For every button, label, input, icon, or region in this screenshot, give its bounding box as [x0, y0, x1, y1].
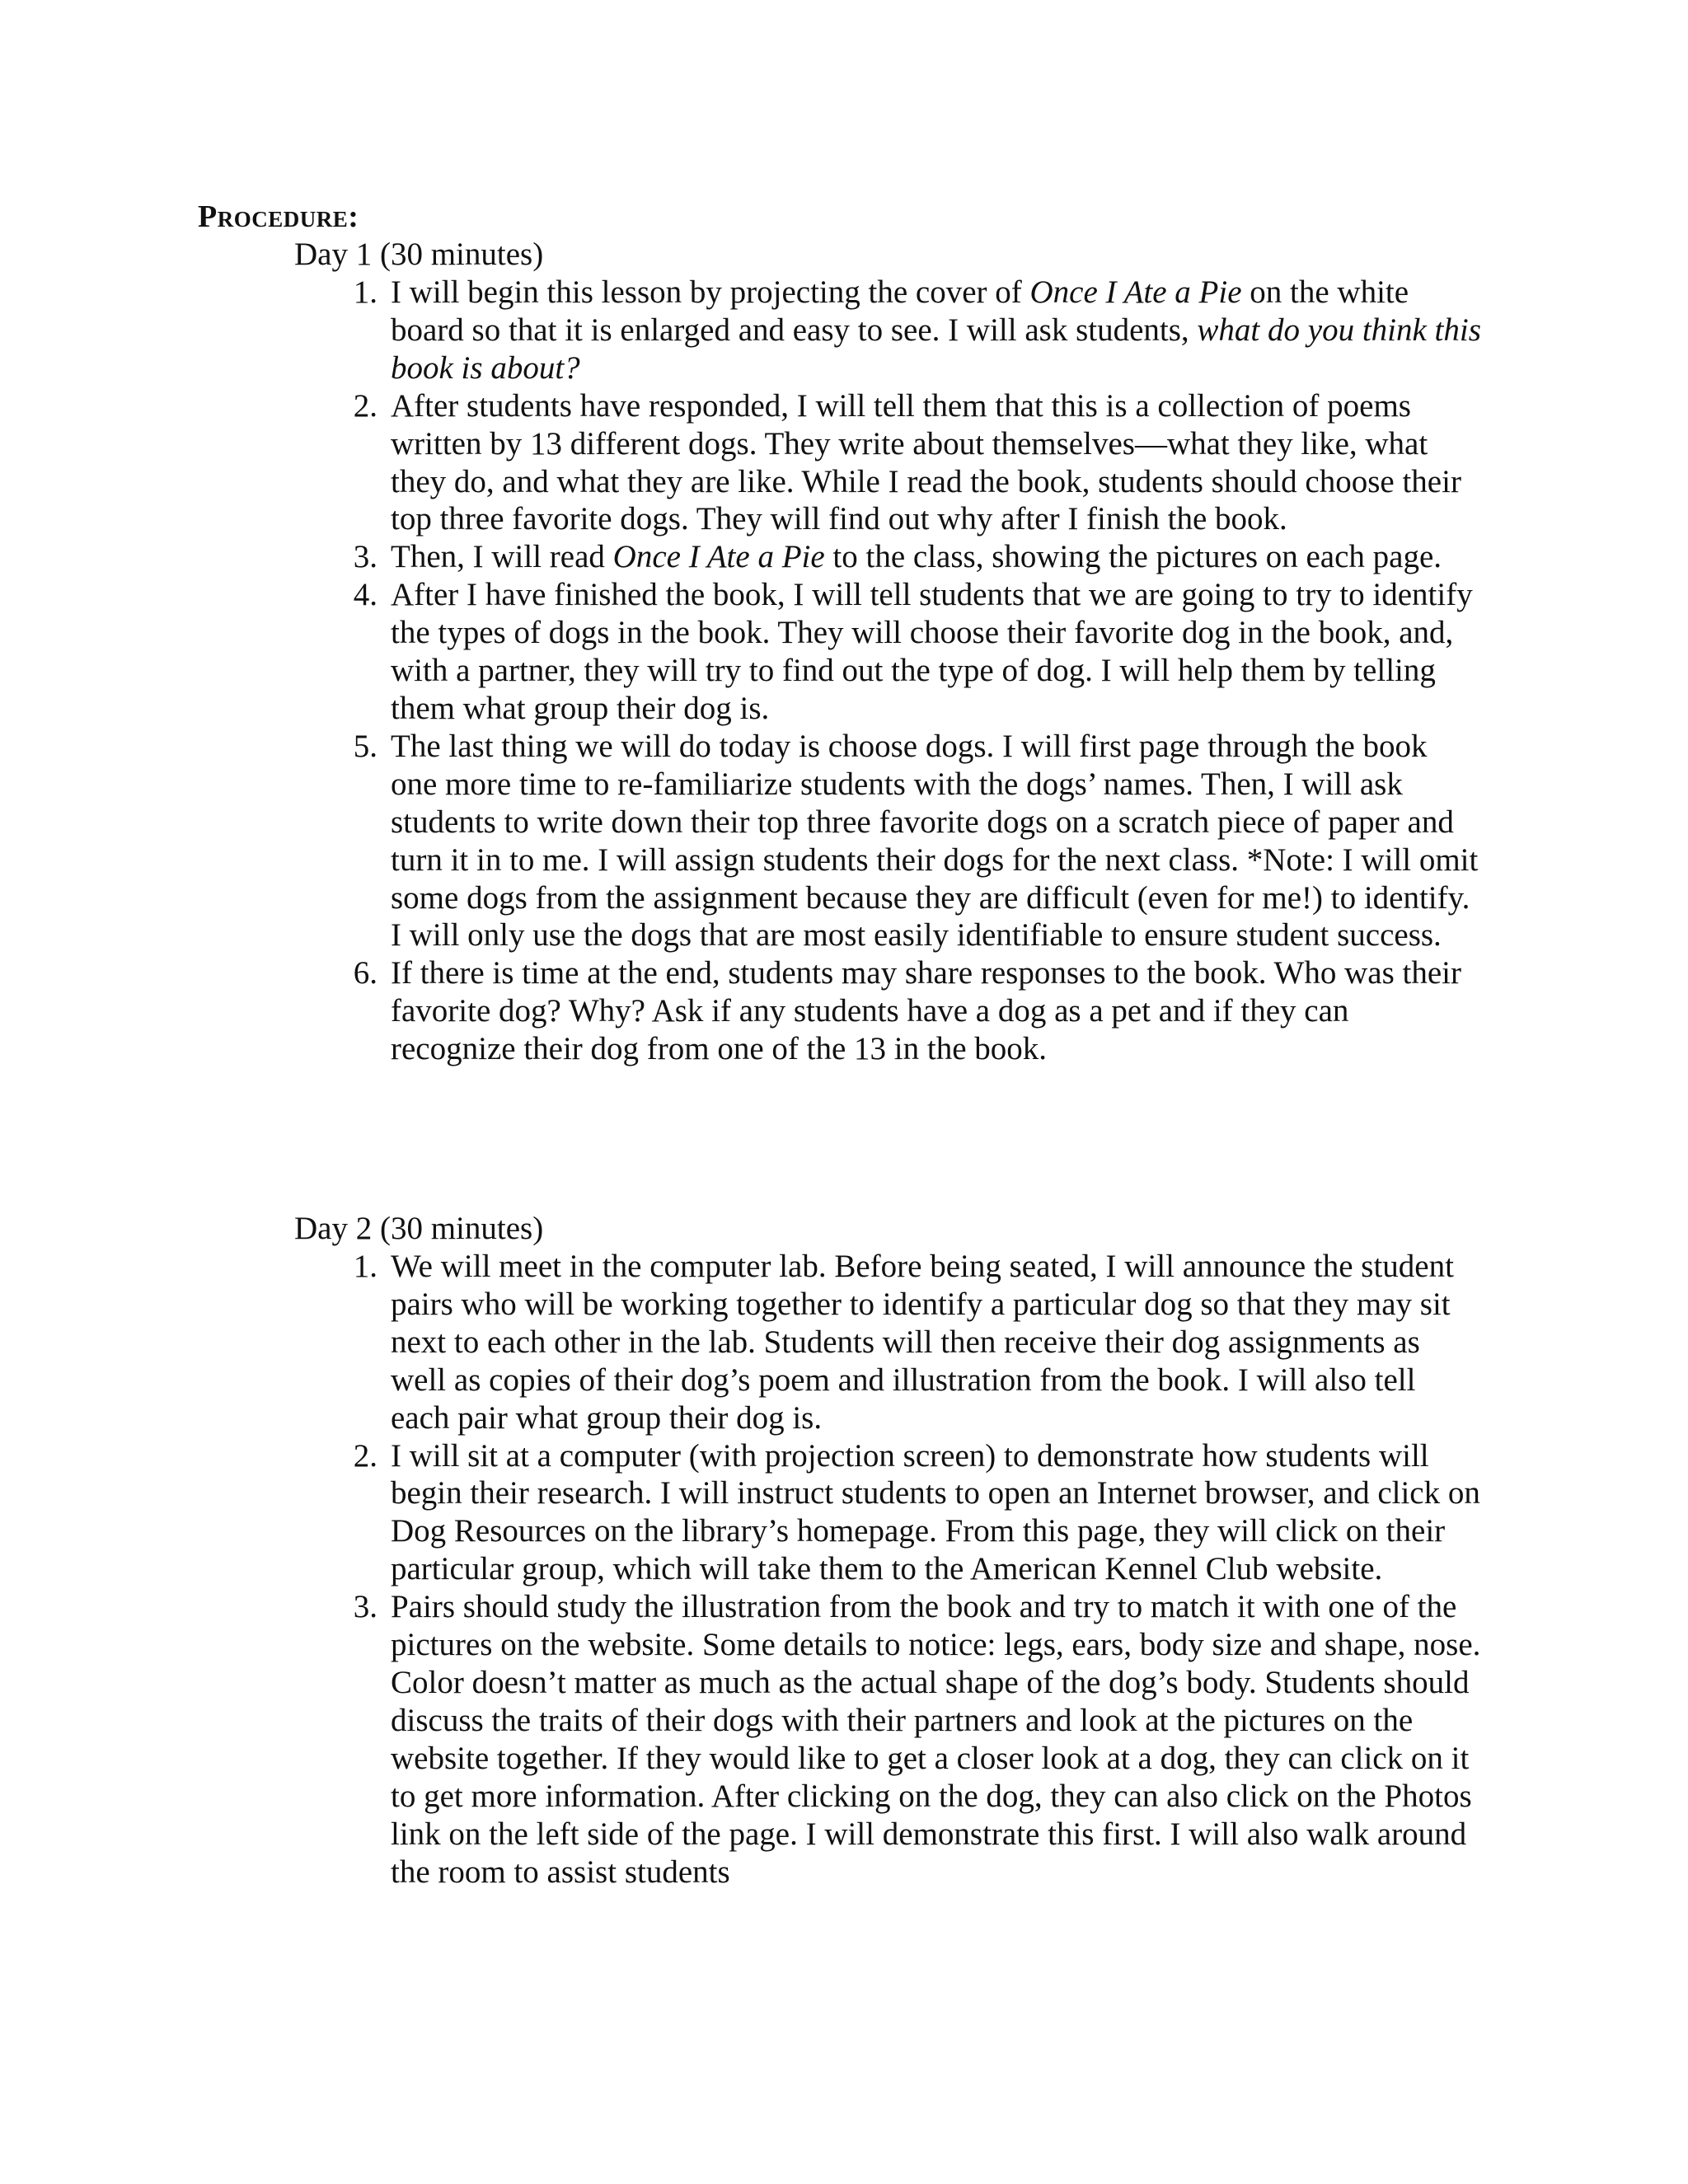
item-text: I will sit at a computer (with projection screen) to demonstrate how students will begin their research. I will instruct students to open an Internet browser, and click on Dog Resources on the library’s homepage. From this page, they will click on their particular group, which will take them to the American Kennel Club website. [391, 1437, 1480, 1587]
day-2-steps [294, 1248, 1481, 1891]
item-text: Pairs should study the illustration from the book and try to match it with one of the pictures on the website. Some details to notice: legs, ears, body size and shape, nose. Color doesn’t matter as much as the actual shape of the dog’s body. Students should discuss the traits of their dogs with their partners and look at the pictures on the website together. If they would like to get a closer look at a dog, they can click on it to get more information. After clicking on the dog, they can also click on the Photos link on the left side of the page. I will demonstrate this first. I will also walk around the room to assist students [391, 1589, 1481, 1890]
item-number: 3. [353, 1589, 377, 1625]
item-text: After students have responded, I will tell them that this is a collection of poems written by 13 different dogs. They write about themselves—what they like, what they do, and what they are like. While I read the book, students should choose their top three favorite dogs. They will find out why after I finish the book. [391, 387, 1461, 537]
item-number: 3. [353, 539, 377, 575]
question-text: what do you think this book is about? [391, 312, 1481, 386]
list-item [294, 1437, 1481, 1589]
list-item [294, 576, 1481, 728]
item-number: 1. [353, 274, 377, 310]
item-number: 5. [353, 728, 377, 764]
item-text: If there is time at the end, students may share responses to the book. Who was their favorite dog? Why? Ask if any students have a dog as a pet and if they can recognize their dog from one of the 13 in the book. [391, 955, 1461, 1067]
procedure-heading: Procedure: [198, 199, 359, 234]
item-number: 2. [353, 1437, 377, 1474]
list-item [294, 1248, 1481, 1437]
item-text: After I have finished the book, I will tell students that we are going to try to identify the types of dogs in the book. They will choose their favorite dog in the book, and, with a partner, they will try to find out the type of dog. I will help them by telling them what group their dog is. [391, 577, 1473, 726]
item-number: 2. [353, 387, 377, 424]
item-text: Then, I will read Once I Ate a Pie to the class, showing the pictures on each page. [391, 539, 1442, 575]
item-text: The last thing we will do today is choose dogs. I will first page through the book one more time to re-familiarize students with the dogs’ names. Then, I will ask students to write down their top three favorite dogs on a scratch piece of paper and turn it in to me. I will assign students their dogs for the next class. *Note: I will omit some dogs from the assignment because they are difficult (even for me!) to identify. I will only use the dogs that are most easily identifiable to ensure student success. [391, 728, 1479, 954]
item-number: 6. [353, 955, 377, 991]
item-text: We will meet in the computer lab. Before being seated, I will announce the student pairs who will be working together to identify a particular dog so that they may sit next to each other in the lab. Students will then receive their dog assignments as well as copies of their dog’s poem and illustration from the book. I will also tell each pair what group their dog is. [391, 1249, 1454, 1436]
item-number: 1. [353, 1249, 377, 1284]
day-1-title: Day 1 (30 minutes) [294, 237, 544, 272]
list-item [294, 274, 1481, 387]
book-title: Once I Ate a Pie [612, 539, 825, 575]
day-2-title: Day 2 (30 minutes) [294, 1211, 544, 1246]
item-number: 4. [353, 577, 377, 613]
list-item [294, 538, 1481, 576]
book-title: Once I Ate a Pie [1029, 274, 1242, 310]
list-item [294, 387, 1481, 539]
list-item [294, 1588, 1481, 1891]
item-text: I will begin this lesson by projecting the cover of Once I Ate a Pie on the white board so that it is enlarged and easy to see. I will ask students, what do you think this book is about? [391, 274, 1481, 386]
day-1-steps [294, 274, 1481, 1068]
list-item [294, 954, 1481, 1068]
list-item [294, 728, 1481, 954]
